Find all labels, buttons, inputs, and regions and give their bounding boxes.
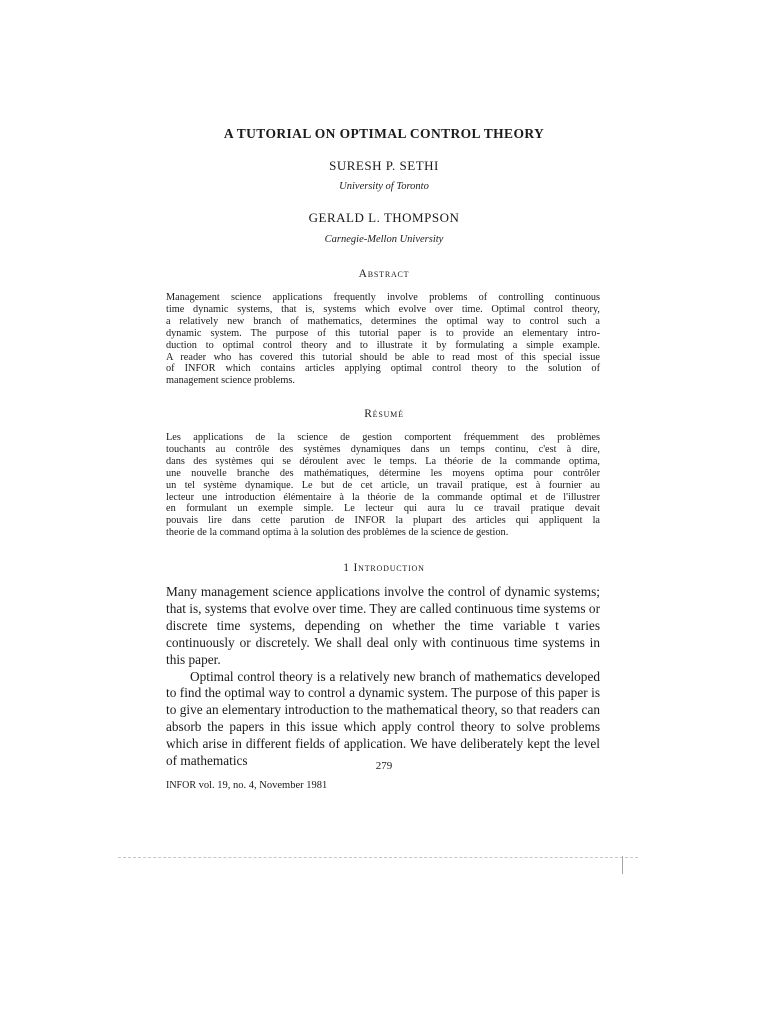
text-line: un tel système dynamique. Le but de cet article, un travail pratique, est à fournier au [166,479,600,491]
page-number: 279 [375,760,393,772]
body-paragraph: Optimal control theory is a relatively new branch of mathematics developed to find the optimal way to control a dynamic system. The purpose of this paper is to give an elementary introduction to the mathematical theory, so that readers can absorb the papers in this issue which apply control theory to solve problems which arise in different fields of application. We have deliberately kept the level of mathematics [166,668,600,769]
author-name: SURESH P. SETHI [329,158,439,173]
text-line: duction to optimal control theory and to illustrate it by formulating a simple example. [166,339,600,351]
text-line: a relatively new branch of mathematics, determines the optimal way to control such a [166,315,600,327]
text-line: time dynamic systems, that is, systems which evolve over time. Optimal control theory, [166,303,600,315]
text-line: management science problems. [166,375,295,387]
abstract-heading: Abstract [358,268,410,280]
paper-title: A TUTORIAL ON OPTIMAL CONTROL THEORY [223,126,545,141]
author-name: GERALD L. THOMPSON [308,210,460,225]
text-line: dans des systèmes qui se déroulent avec le temps. La théorie de la commande optima, [166,455,600,467]
author-affiliation: Carnegie-Mellon University [324,234,444,245]
scan-artifact-mark [622,856,623,874]
resume-heading: Résumé [364,408,404,420]
text-line: Management science applications frequently involve problems of controlling continuous [166,292,600,303]
text-line: Les applications de la science de gestion comportent fréquemment des problèmes [166,432,600,443]
text-line: of INFOR which contains articles applying optimal control theory to the solution of [166,363,600,375]
text-line: pouvais lire dans cette parution de INFOR la plupart des articles qui appliquent la [166,515,600,527]
text-line: touchants au contrôle des systèmes dynamiques dans un temps continu, c'est à dire, [166,443,600,455]
body-paragraph: Many management science applications involve the control of dynamic systems; that is, systems that evolve over time. They are called continuous time systems or discrete time systems, depending on whether the time variable t varies continuously or discretely. We shall deal only with continuous time systems in this paper. [166,584,600,667]
scan-artifact-line [118,857,638,858]
text-line: lecteur une introduction élémentaire à la théorie de la commande optimal et de l'illustrer [166,491,600,503]
text-line: theorie de la command optima à la solution des problèmes de la science de gestion. [166,527,509,539]
author-affiliation: University of Toronto [339,181,429,192]
resume-text [166,432,600,539]
introduction-heading: 1 Introduction [343,562,425,574]
text-line: une nouvelle branche des mathématiques, détermine les moyens optima pour contrôler [166,467,600,479]
text-line: en formulant un exemple simple. Le lecteur qui aura lu ce travail pratique devait [166,503,600,515]
abstract-text [166,292,600,387]
introduction-body [166,584,600,770]
text-line: dynamic system. The purpose of this tutorial paper is to provide an elementary intro- [166,327,600,339]
text-line: A reader who has covered this tutorial should be able to read most of this special issue [166,351,600,363]
journal-issue: vol. 19, no. 4, November 1981 [198,780,328,791]
journal-citation [166,780,327,791]
journal-name: INFOR [166,780,197,791]
